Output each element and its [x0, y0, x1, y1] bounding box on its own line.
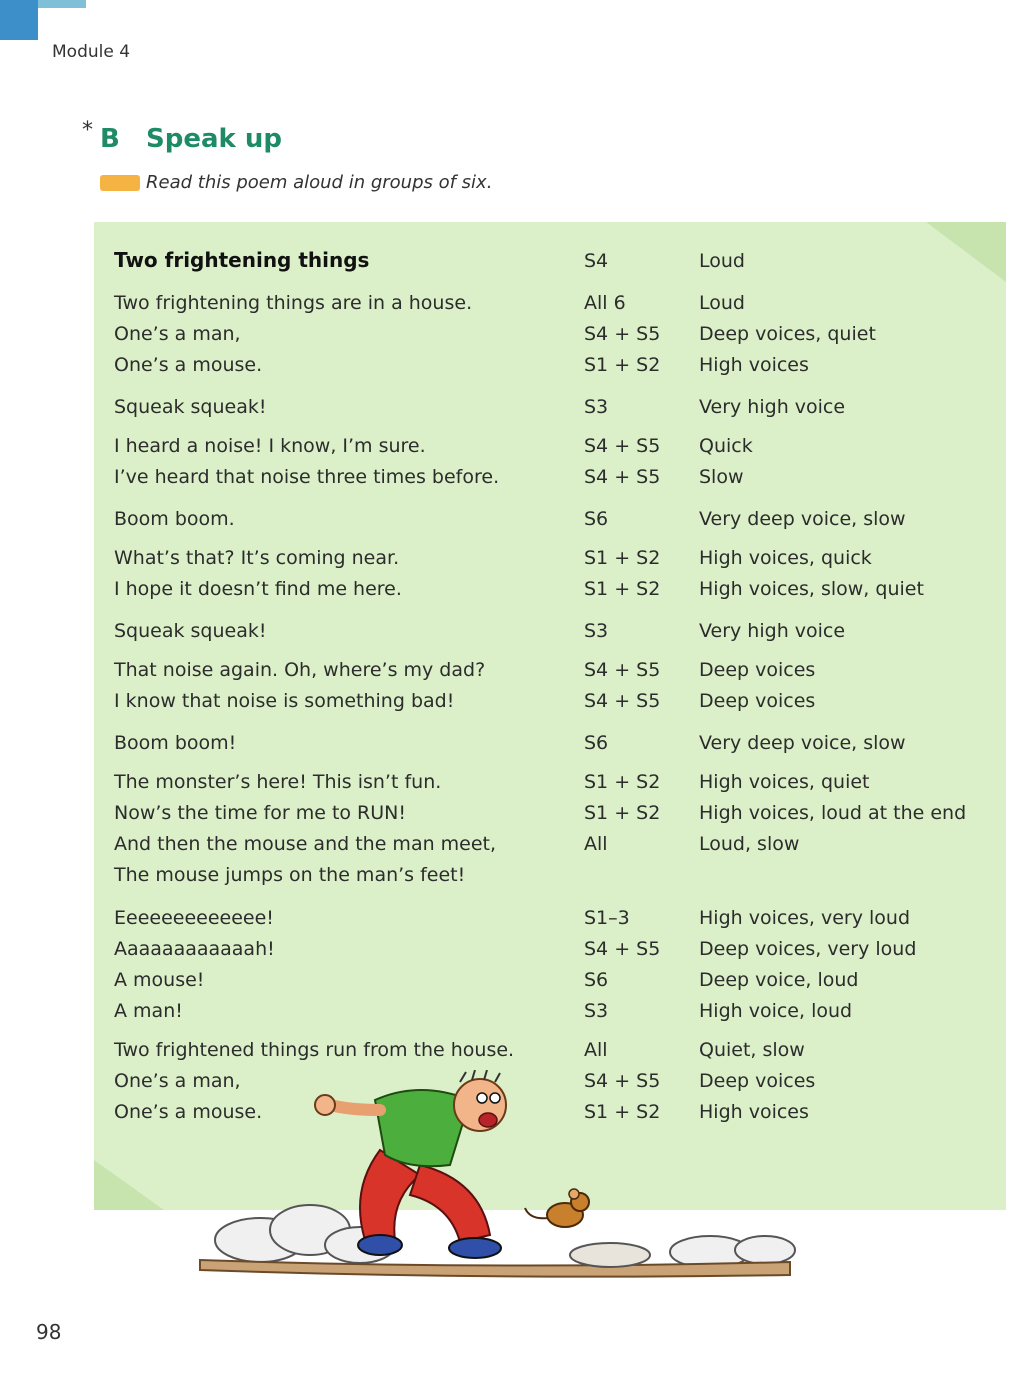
poem-line-speaker: S3: [584, 1000, 609, 1022]
poem-line-voice: Deep voices: [699, 659, 816, 681]
poem-line-voice: High voices, slow, quiet: [699, 578, 924, 600]
poem-line: One’s a man,: [114, 1070, 241, 1092]
poem-title-voice: Loud: [699, 250, 745, 272]
poem-line-speaker: S1–3: [584, 907, 630, 929]
poem-title-speaker: S4: [584, 250, 609, 272]
section-title: Speak up: [146, 124, 282, 154]
poem-line: Aaaaaaaaaaaah!: [114, 938, 275, 960]
poem-line: I heard a noise! I know, I’m sure.: [114, 435, 426, 457]
poem-line-speaker: S1 + S2: [584, 771, 661, 793]
poem-line: I’ve heard that noise three times before.: [114, 466, 500, 488]
poem-line-speaker: S4 + S5: [584, 659, 661, 681]
poem-line-voice: Quick: [699, 435, 753, 457]
poem-line: The mouse jumps on the man’s feet!: [114, 864, 466, 886]
poem-line-voice: Deep voices: [699, 690, 816, 712]
poem-line: Squeak squeak!: [114, 396, 267, 418]
corner-decoration: [0, 0, 38, 40]
poem-line-voice: High voices, quick: [699, 547, 872, 569]
poem-line: A man!: [114, 1000, 183, 1022]
poem-line-voice: Loud, slow: [699, 833, 800, 855]
poem-line-speaker: S6: [584, 508, 609, 530]
poem-line: A mouse!: [114, 969, 205, 991]
poem-line-speaker: S1 + S2: [584, 578, 661, 600]
poem-line-voice: Deep voice, loud: [699, 969, 859, 991]
poem-line-voice: High voices, very loud: [699, 907, 911, 929]
poem-line-voice: High voice, loud: [699, 1000, 853, 1022]
poem-line-speaker: S6: [584, 732, 609, 754]
poem-line-speaker: All: [584, 833, 608, 855]
poem-line-voice: Loud: [699, 292, 745, 314]
poem-line: One’s a mouse.: [114, 354, 263, 376]
poem-title: Two frightening things: [114, 248, 370, 272]
poem-line-speaker: S1 + S2: [584, 354, 661, 376]
poem-line-voice: Very high voice: [699, 396, 846, 418]
running-man-and-mouse-illustration: [190, 1070, 810, 1280]
poem-line: Eeeeeeeeeeeee!: [114, 907, 274, 929]
poem-line-voice: High voices, loud at the end: [699, 802, 967, 824]
poem-line-speaker: All: [584, 1039, 608, 1061]
poem-line-speaker: S4 + S5: [584, 323, 661, 345]
poem-line: One’s a man,: [114, 323, 241, 345]
asterisk-mark: *: [82, 118, 93, 143]
poem-line-speaker: S4 + S5: [584, 1070, 661, 1092]
poem-line: I hope it doesn’t find me here.: [114, 578, 402, 600]
poem-line: Squeak squeak!: [114, 620, 267, 642]
module-label: Module 4: [52, 42, 131, 62]
instruction-text: Read this poem aloud in groups of six.: [146, 172, 493, 193]
poem-line-voice: Very deep voice, slow: [699, 732, 906, 754]
poem-line-voice: High voices: [699, 354, 809, 376]
poem-line-voice: High voices, quiet: [699, 771, 870, 793]
poem-line-voice: High voices: [699, 1101, 809, 1123]
poem-line-voice: Very deep voice, slow: [699, 508, 906, 530]
poem-line-voice: Deep voices, very loud: [699, 938, 917, 960]
poem-line-speaker: S4 + S5: [584, 938, 661, 960]
poem-line-speaker: S6: [584, 969, 609, 991]
poem-line-speaker: S4 + S5: [584, 466, 661, 488]
poem-line: Two frightening things are in a house.: [114, 292, 473, 314]
instruction-marker: [100, 175, 140, 191]
poem-line: Now’s the time for me to RUN!: [114, 802, 406, 824]
page-number: 98: [36, 1320, 62, 1344]
poem-line: One’s a mouse.: [114, 1101, 263, 1123]
corner-decoration-strip: [38, 0, 86, 8]
section-letter: B: [100, 124, 120, 154]
poem-line-speaker: S1 + S2: [584, 547, 661, 569]
poem-line-speaker: S4 + S5: [584, 435, 661, 457]
poem-line-speaker: S3: [584, 620, 609, 642]
poem-line: That noise again. Oh, where’s my dad?: [114, 659, 486, 681]
poem-line: Boom boom!: [114, 732, 237, 754]
poem-line: And then the mouse and the man meet,: [114, 833, 497, 855]
poem-line-speaker: S1 + S2: [584, 802, 661, 824]
poem-line: Two frightened things run from the house.: [114, 1039, 515, 1061]
poem-line-voice: Slow: [699, 466, 744, 488]
poem-line: I know that noise is something bad!: [114, 690, 455, 712]
poem-line-speaker: S4 + S5: [584, 690, 661, 712]
poem-line-speaker: S3: [584, 396, 609, 418]
poem-line-voice: Deep voices: [699, 1070, 816, 1092]
poem-line: Boom boom.: [114, 508, 235, 530]
poem-line: The monster’s here! This isn’t fun.: [114, 771, 442, 793]
poem-line-speaker: All 6: [584, 292, 626, 314]
poem-line-speaker: S1 + S2: [584, 1101, 661, 1123]
poem-line-voice: Deep voices, quiet: [699, 323, 876, 345]
poem-line: What’s that? It’s coming near.: [114, 547, 400, 569]
poem-line-voice: Quiet, slow: [699, 1039, 805, 1061]
poem-line-voice: Very high voice: [699, 620, 846, 642]
